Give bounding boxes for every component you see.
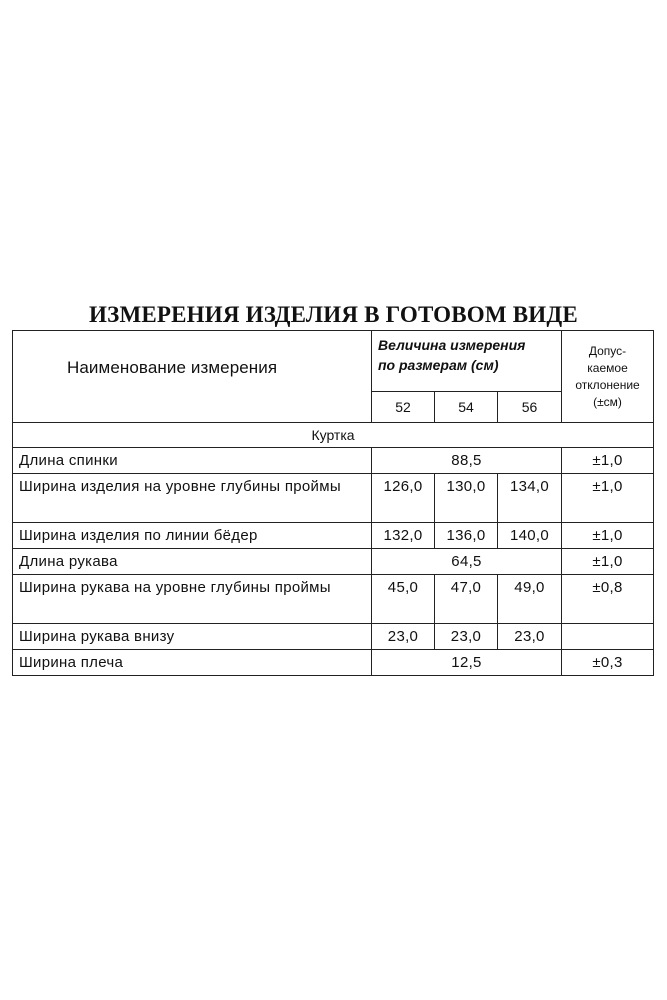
header-measurement-value xyxy=(372,331,562,392)
row-value-56: 49,0 xyxy=(498,575,562,624)
row-value-54: 23,0 xyxy=(435,624,498,650)
table-row xyxy=(13,474,654,523)
row-tolerance: ±1,0 xyxy=(562,549,654,575)
table-row xyxy=(13,523,654,549)
header-value-line-2: по размерам (см) xyxy=(378,357,499,373)
header-tol-line-4: (±см) xyxy=(593,394,622,409)
row-name: Длина рукава xyxy=(13,549,372,575)
row-name: Ширина рукава на уровне глубины проймы xyxy=(13,575,372,624)
row-value-56: 140,0 xyxy=(498,523,562,549)
row-value-52: 126,0 xyxy=(372,474,435,523)
row-merged-value: 88,5 xyxy=(372,448,562,474)
row-value-52: 132,0 xyxy=(372,523,435,549)
table-header-row xyxy=(13,331,654,392)
size-header-52: 52 xyxy=(372,392,435,423)
row-name: Длина спинки xyxy=(13,448,372,474)
document-title: ИЗМЕРЕНИЯ ИЗДЕЛИЯ В ГОТОВОМ ВИДЕ xyxy=(89,302,578,327)
row-merged-value: 64,5 xyxy=(372,549,562,575)
header-value-line-1: Величина измерения xyxy=(378,337,526,353)
row-value-54: 130,0 xyxy=(435,474,498,523)
row-merged-value: 12,5 xyxy=(372,650,562,676)
table-row xyxy=(13,624,654,650)
row-value-52: 45,0 xyxy=(372,575,435,624)
header-tol-line-2: каемое xyxy=(587,360,628,375)
header-tolerance xyxy=(562,331,654,423)
section-label: Куртка xyxy=(13,423,654,448)
row-name: Ширина плеча xyxy=(13,650,372,676)
row-tolerance: ±1,0 xyxy=(562,474,654,523)
header-tol-line-1: Допус- xyxy=(588,343,627,358)
header-tol-line-3: отклонение xyxy=(575,377,640,392)
row-value-56: 134,0 xyxy=(498,474,562,523)
row-value-54: 47,0 xyxy=(435,575,498,624)
size-header-56: 56 xyxy=(498,392,562,423)
row-tolerance xyxy=(562,624,654,650)
row-tolerance: ±0,3 xyxy=(562,650,654,676)
row-name: Ширина рукава внизу xyxy=(13,624,372,650)
size-header-54: 54 xyxy=(435,392,498,423)
row-tolerance: ±1,0 xyxy=(562,523,654,549)
table-row xyxy=(13,575,654,624)
measurements-table xyxy=(12,330,654,676)
table-row xyxy=(13,650,654,676)
section-row xyxy=(13,423,654,448)
table-row xyxy=(13,549,654,575)
row-value-54: 136,0 xyxy=(435,523,498,549)
row-value-52: 23,0 xyxy=(372,624,435,650)
row-value-56: 23,0 xyxy=(498,624,562,650)
row-name: Ширина изделия по линии бёдер xyxy=(13,523,372,549)
header-measurement-name: Наименование измерения xyxy=(13,331,372,423)
table-row xyxy=(13,448,654,474)
row-tolerance: ±1,0 xyxy=(562,448,654,474)
row-tolerance: ±0,8 xyxy=(562,575,654,624)
row-name: Ширина изделия на уровне глубины проймы xyxy=(13,474,372,523)
